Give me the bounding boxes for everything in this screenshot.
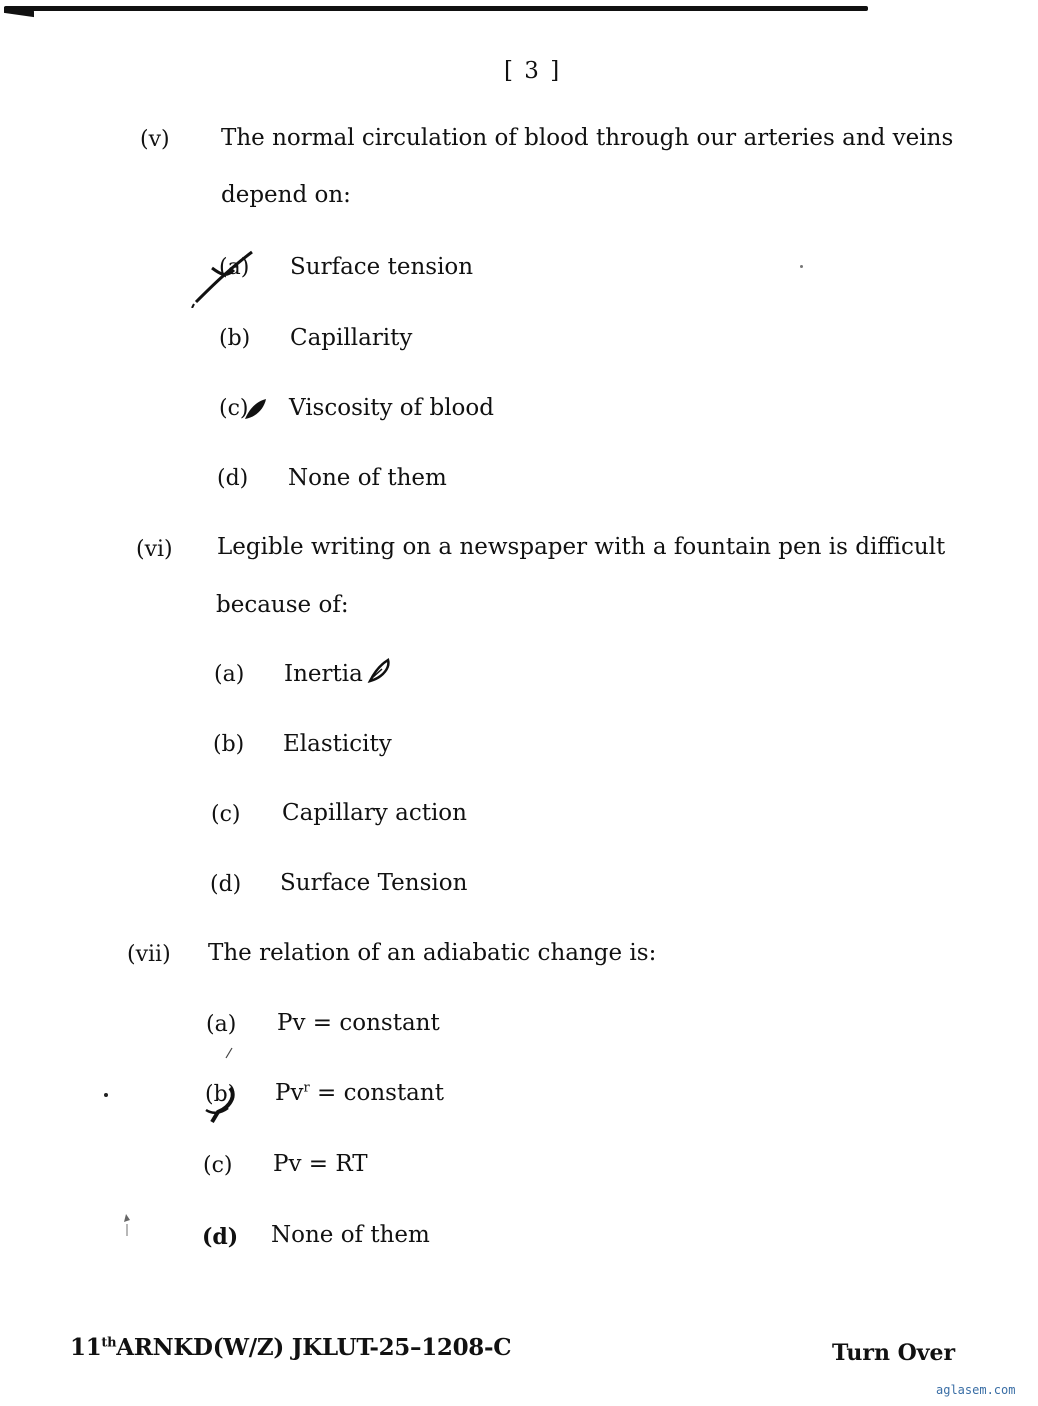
option-text: Inertia bbox=[284, 661, 363, 687]
option-text: None of them bbox=[288, 465, 447, 491]
option-label: (b) bbox=[219, 326, 251, 351]
option-label: (c) bbox=[211, 802, 241, 827]
option-label: (d) bbox=[210, 872, 242, 897]
question-text-line: The normal circulation of blood through our arteries and veins bbox=[221, 125, 954, 151]
question-text-line: depend on: bbox=[221, 182, 351, 208]
formula-rest: = constant bbox=[309, 1080, 444, 1106]
speck bbox=[104, 1093, 108, 1097]
option-label: (a) bbox=[206, 1012, 237, 1037]
option-label: (a) bbox=[214, 662, 245, 687]
option-label: (b) bbox=[213, 732, 245, 757]
question-number: (vii) bbox=[127, 942, 171, 967]
formula-base: Pv bbox=[275, 1080, 304, 1106]
option-label: (b) bbox=[205, 1082, 237, 1107]
option-text: Surface tension bbox=[290, 254, 474, 280]
question-text-line: The relation of an adiabatic change is: bbox=[208, 940, 657, 966]
option-text: Surface Tension bbox=[280, 870, 468, 896]
page-number: [ 3 ] bbox=[504, 58, 562, 84]
option-text: Pv = RT bbox=[273, 1151, 368, 1177]
paper-code-rest: ARNKD(W/Z) JKLUT-25–1208-C bbox=[116, 1334, 512, 1361]
option-text bbox=[275, 1080, 444, 1106]
stray-mark bbox=[224, 1046, 234, 1060]
option-text: Viscosity of blood bbox=[289, 395, 494, 421]
question-number: (v) bbox=[140, 127, 170, 152]
option-label: (d) bbox=[202, 1224, 239, 1250]
watermark: aglasem.com bbox=[936, 1383, 1016, 1397]
turn-over-label: Turn Over bbox=[832, 1340, 956, 1366]
question-number: (vi) bbox=[136, 537, 173, 562]
option-label: (d) bbox=[217, 466, 249, 491]
option-label: (c) bbox=[203, 1153, 233, 1178]
option-label: (a) bbox=[219, 255, 250, 280]
option-label: (c) bbox=[219, 396, 249, 421]
tick-mark-icon bbox=[200, 1084, 240, 1126]
tick-mark-icon bbox=[242, 397, 268, 423]
option-text: Elasticity bbox=[283, 731, 392, 757]
option-text: None of them bbox=[271, 1222, 430, 1248]
scan-top-edge bbox=[4, 6, 868, 11]
speck bbox=[800, 265, 803, 268]
handwritten-cross-mark-icon bbox=[190, 248, 260, 308]
option-text: Capillary action bbox=[282, 800, 467, 826]
formula-exponent: r bbox=[303, 1080, 310, 1096]
question-text-line: because of: bbox=[216, 592, 349, 618]
paper-code bbox=[70, 1334, 511, 1361]
paper-code-prefix: 11 bbox=[70, 1334, 102, 1361]
stray-mark bbox=[120, 1212, 136, 1240]
pen-mark-icon bbox=[366, 657, 392, 685]
option-text: Capillarity bbox=[290, 325, 413, 351]
option-text: Pv = constant bbox=[277, 1010, 440, 1036]
paper-code-ordinal: th bbox=[101, 1335, 117, 1351]
question-text-line: Legible writing on a newspaper with a fountain pen is difficult bbox=[217, 534, 946, 560]
